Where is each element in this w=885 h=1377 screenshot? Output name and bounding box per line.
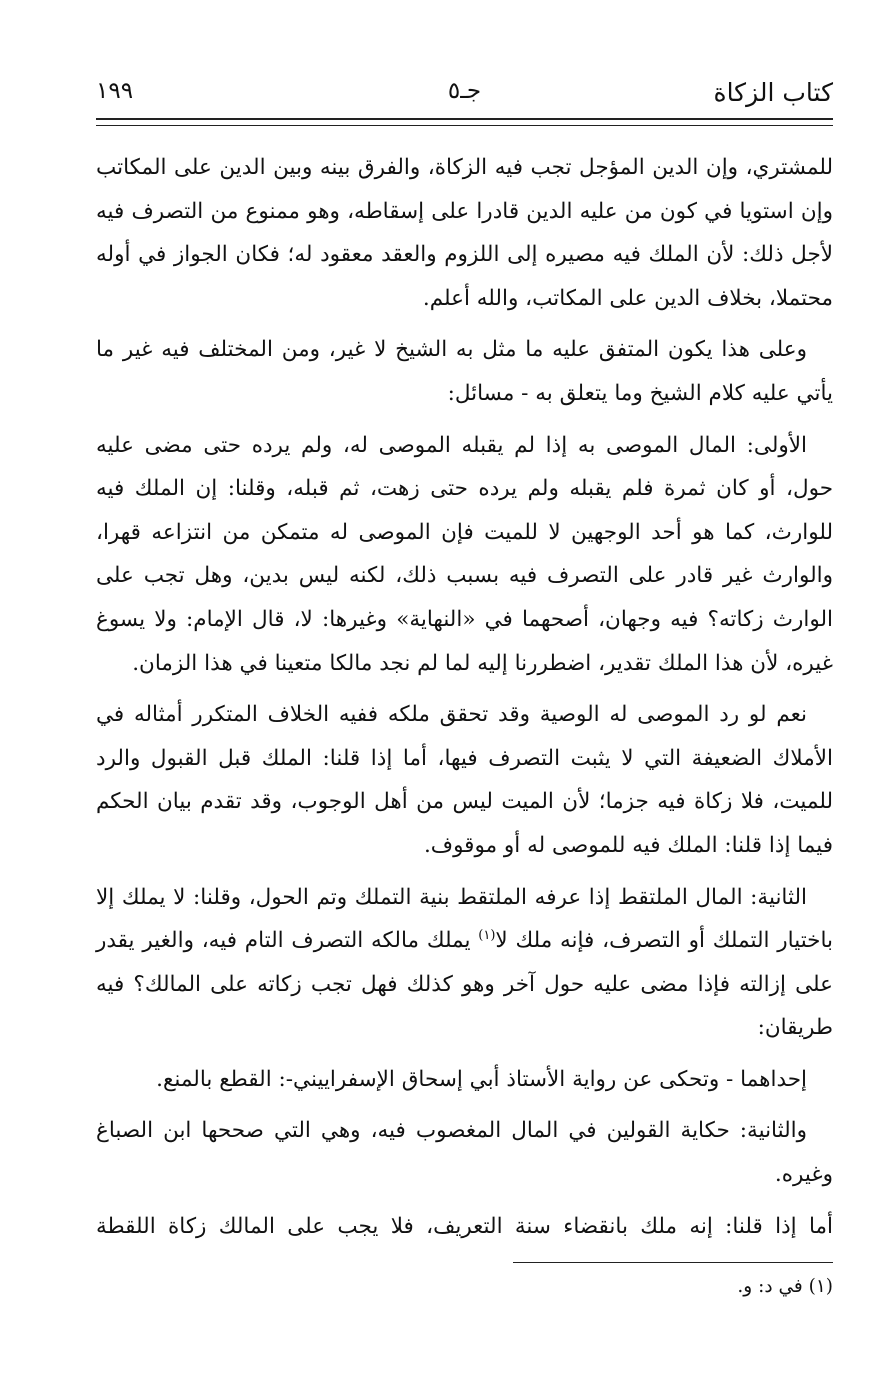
footnote: (١) في د: و. [737, 1276, 833, 1297]
paragraph-5 [96, 876, 833, 1050]
paragraph-3: الأولى: المال الموصى به إذا لم يقبله الموصى له، ولم يرده حتى مضى عليه حول، أو كان ثمرة فلم يقبله ولم يرده حتى زهت، ثم قبله، وقلنا: إن الملك فيه للوارث، كما هو أحد الوجهين لا للميت فإن الموصى له متمكن من انتزاعه قهرا، والوارث غير قادر على التصرف فيه بسبب ذلك، لكنه ليس بدين، وهل تجب على الوارث زكاته؟ فيه وجهان، أصحهما في «النهاية» وغيرها: لا، قال الإمام: ولا يسوغ غيره، لأن هذا الملك تقدير، اضطررنا إليه لما لم نجد مالكا متعينا في هذا الزمان. [96, 432, 833, 676]
main-text [96, 146, 833, 1248]
paragraph-1: للمشتري، وإن الدين المؤجل تجب فيه الزكاة، والفرق بينه وبين الدين على المكاتب وإن استويا في كون من عليه الدين قادرا على إسقاطه، وهو ممنوع من التصرف فيه لأجل ذلك: لأن الملك فيه مصيره إلى اللزوم والعقد معقود له؛ فكان الجواز في أوله محتملا، بخلاف الدين على المكاتب، والله أعلم. [96, 155, 833, 311]
footnote-reference[interactable]: (١) [478, 927, 496, 943]
paragraph-5-part-1: الثانية: المال الملتقط إذا عرفه الملتقط بنية التملك وتم الحول، وقلنا: لا يملك إلا باختيار التملك أو التصرف، فإنه ملك لا [96, 884, 834, 954]
page-number: ١٩٩ [96, 78, 134, 104]
footnote-divider [513, 1262, 833, 1263]
paragraph-8: أما إذا قلنا: إنه ملك بانقضاء سنة التعريف، فلا يجب على المالك زكاة اللقطة [96, 1213, 833, 1239]
header-rule-thick [96, 118, 833, 120]
paragraph-6: إحداهما - وتحكى عن رواية الأستاذ أبي إسحاق الإسفراييني-: القطع بالمنع. [156, 1066, 807, 1092]
header-rule-thin [96, 125, 833, 126]
volume-label: جـ٥ [447, 78, 482, 104]
paragraph-7: والثانية: حكاية القولين في المال المغصوب فيه، وهي التي صححها ابن الصباغ وغيره. [96, 1118, 833, 1188]
page-header [96, 74, 833, 114]
paragraph-4: نعم لو رد الموصى له الوصية وقد تحقق ملكه ففيه الخلاف المتكرر أمثاله في الأملاك الضعيفة التي لا يثبت التصرف فيها، أما إذا قلنا: الملك قبل القبول والرد للميت، فلا زكاة فيه جزما؛ لأن الميت ليس من أهل الوجوب، وقد تقدم بيان الحكم فيما إذا قلنا: الملك فيه للموصى له أو موقوف. [96, 702, 833, 858]
paragraph-2: وعلى هذا يكون المتفق عليه ما مثل به الشيخ لا غير، ومن المختلف فيه غير ما يأتي عليه كلام الشيخ وما يتعلق به - مسائل: [96, 337, 833, 406]
book-title: كتاب الزكاة [713, 78, 833, 107]
paragraph-5-part-2: يملك مالكه التصرف التام فيه، والغير يقدر على إزالته فإذا مضى عليه حول آخر وهو كذلك فهل تجب زكاته على المالك؟ فيه طريقان: [96, 928, 833, 1041]
